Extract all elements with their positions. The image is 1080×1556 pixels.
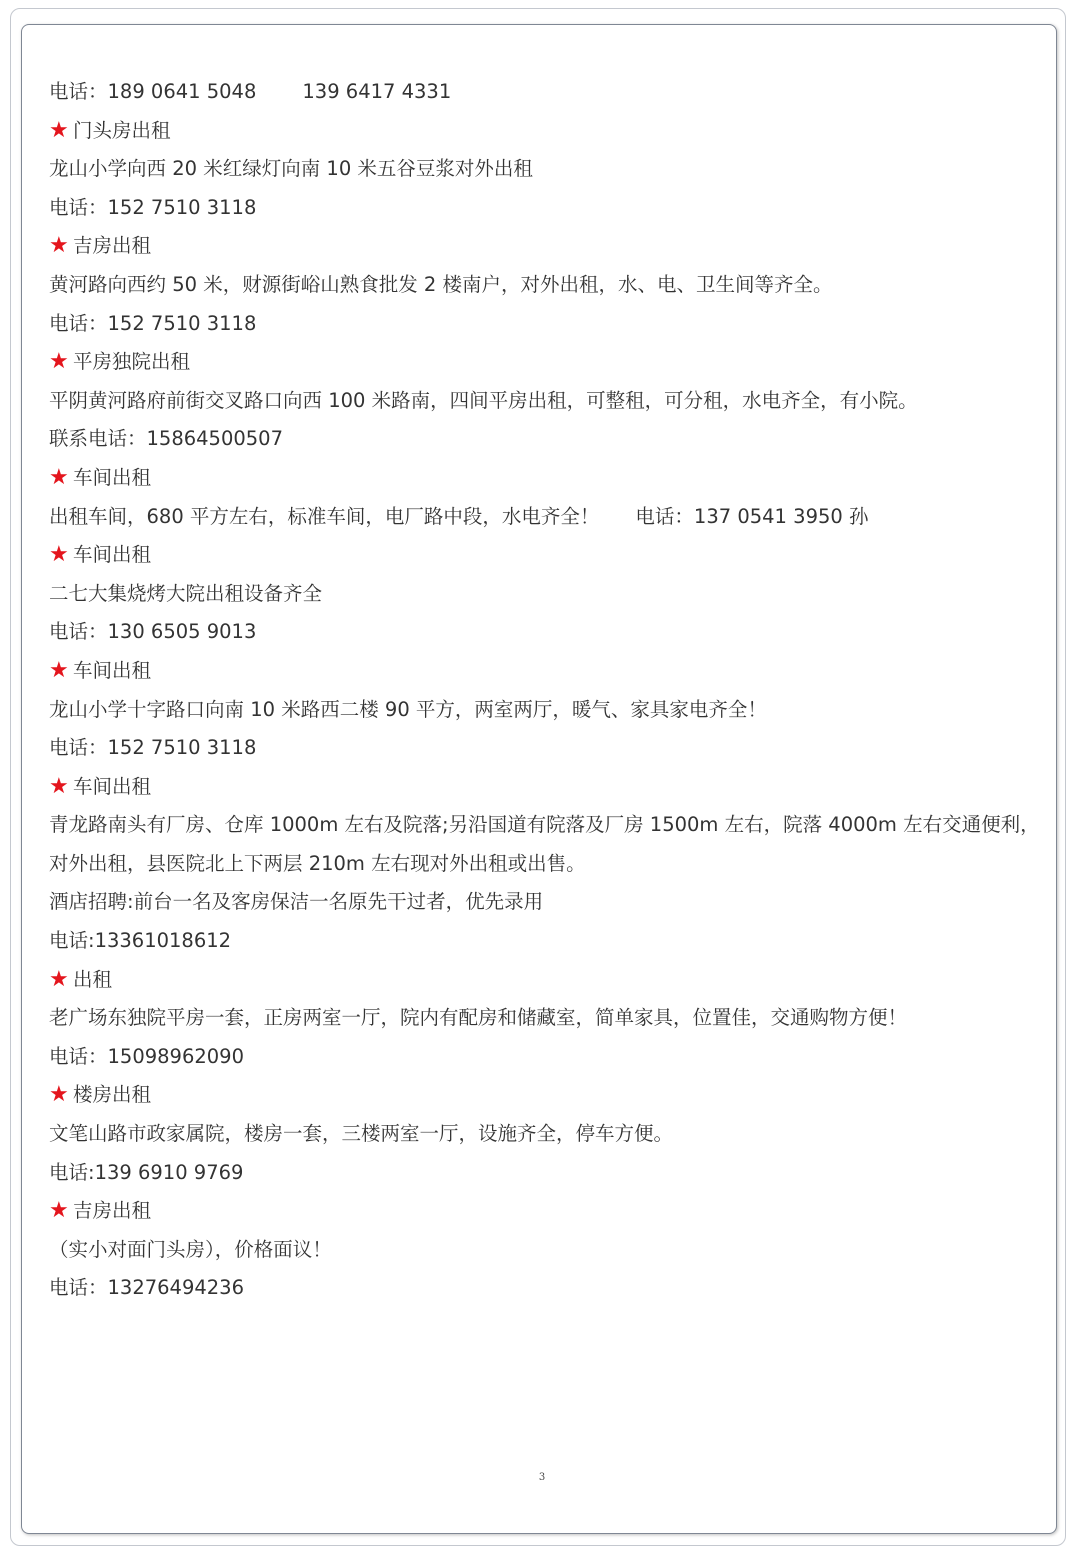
phone-text: 电话：137 0541 3950 孙 [635, 504, 869, 528]
star-icon: ★ [49, 966, 69, 992]
phone-line: 电话：13276494236 [49, 1276, 244, 1300]
listing-heading [49, 1192, 1044, 1231]
star-icon: ★ [49, 117, 69, 143]
phone-line: 电话:139 6910 9769 [49, 1160, 244, 1184]
listing-heading [49, 652, 1044, 691]
phone-line: 电话：130 6505 9013 [49, 620, 257, 644]
listing-description: 黄河路向西约 50 米，财源街峪山熟食批发 2 楼南户，对外出租，水、电、卫生间等齐全。 [49, 272, 833, 296]
listing-heading [49, 343, 1044, 382]
listing-heading [49, 961, 1044, 1000]
listing-heading [49, 459, 1044, 498]
listing-content [49, 73, 1044, 1308]
page-number: 3 [538, 1472, 546, 1483]
listing-description: 酒店招聘:前台一名及客房保洁一名原先干过者，优先录用 [49, 890, 544, 914]
listing-description: （实小对面门头房），价格面议！ [49, 1237, 332, 1261]
heading-text: 吉房出租 [73, 1199, 152, 1223]
star-icon: ★ [49, 773, 69, 799]
listing-description: 龙山小学向西 20 米红绿灯向南 10 米五谷豆浆对外出租 [49, 157, 533, 181]
listing-description: 平阴黄河路府前街交叉路口向西 100 米路南，四间平房出租，可整租，可分租，水电齐全，有小院。 [49, 388, 918, 412]
listing-heading [49, 227, 1044, 266]
heading-text: 楼房出租 [73, 1083, 152, 1107]
star-icon: ★ [49, 464, 69, 490]
listing-description: 青龙路南头有厂房、仓库 1000m 左右及院落;另沿国道有院落及厂房 1500m 左右，院落 4000m 左右交通便利，对外出租，县医院北上下两层 210m 左右现对外出租或出售。 [49, 813, 1040, 875]
star-icon: ★ [49, 657, 69, 683]
phone-line [49, 73, 1044, 112]
listing-heading [49, 768, 1044, 807]
listing-description: 龙山小学十字路口向南 10 米路西二楼 90 平方，两室两厅，暖气、家具家电齐全！ [49, 697, 767, 721]
listing-heading [49, 112, 1044, 151]
star-icon: ★ [49, 542, 69, 568]
star-icon: ★ [49, 233, 69, 259]
heading-text: 门头房出租 [73, 118, 171, 142]
listing-description: 二七大集烧烤大院出租设备齐全 [49, 581, 323, 605]
phone-text-secondary: 139 6417 4331 [302, 80, 452, 103]
phone-text: 电话：189 0641 5048 [49, 80, 257, 103]
listing-description [49, 498, 1044, 537]
heading-text: 车间出租 [73, 465, 152, 489]
listing-description: 老广场东独院平房一套，正房两室一厅，院内有配房和储藏室，简单家具，位置佳，交通购物方便！ [49, 1006, 908, 1030]
phone-line: 联系电话：15864500507 [49, 427, 283, 451]
star-icon: ★ [49, 349, 69, 375]
phone-line: 电话:13361018612 [49, 929, 232, 953]
heading-text: 车间出租 [73, 658, 152, 682]
phone-line: 电话：15098962090 [49, 1044, 244, 1068]
phone-line: 电话：152 7510 3118 [49, 195, 257, 219]
listing-heading [49, 536, 1044, 575]
heading-text: 车间出租 [73, 774, 152, 798]
listing-description: 文笔山路市政家属院，楼房一套，三楼两室一厅，设施齐全，停车方便。 [49, 1122, 674, 1146]
description-text: 出租车间，680 平方左右，标准车间，电厂路中段，水电齐全！ [49, 504, 600, 528]
phone-line: 电话：152 7510 3118 [49, 311, 257, 335]
star-icon: ★ [49, 1198, 69, 1224]
heading-text: 平房独院出租 [73, 350, 191, 374]
listing-heading [49, 1076, 1044, 1115]
phone-line: 电话：152 7510 3118 [49, 736, 257, 760]
heading-text: 出租 [73, 967, 113, 991]
heading-text: 吉房出租 [73, 234, 152, 258]
star-icon: ★ [49, 1082, 69, 1108]
heading-text: 车间出租 [73, 543, 152, 567]
